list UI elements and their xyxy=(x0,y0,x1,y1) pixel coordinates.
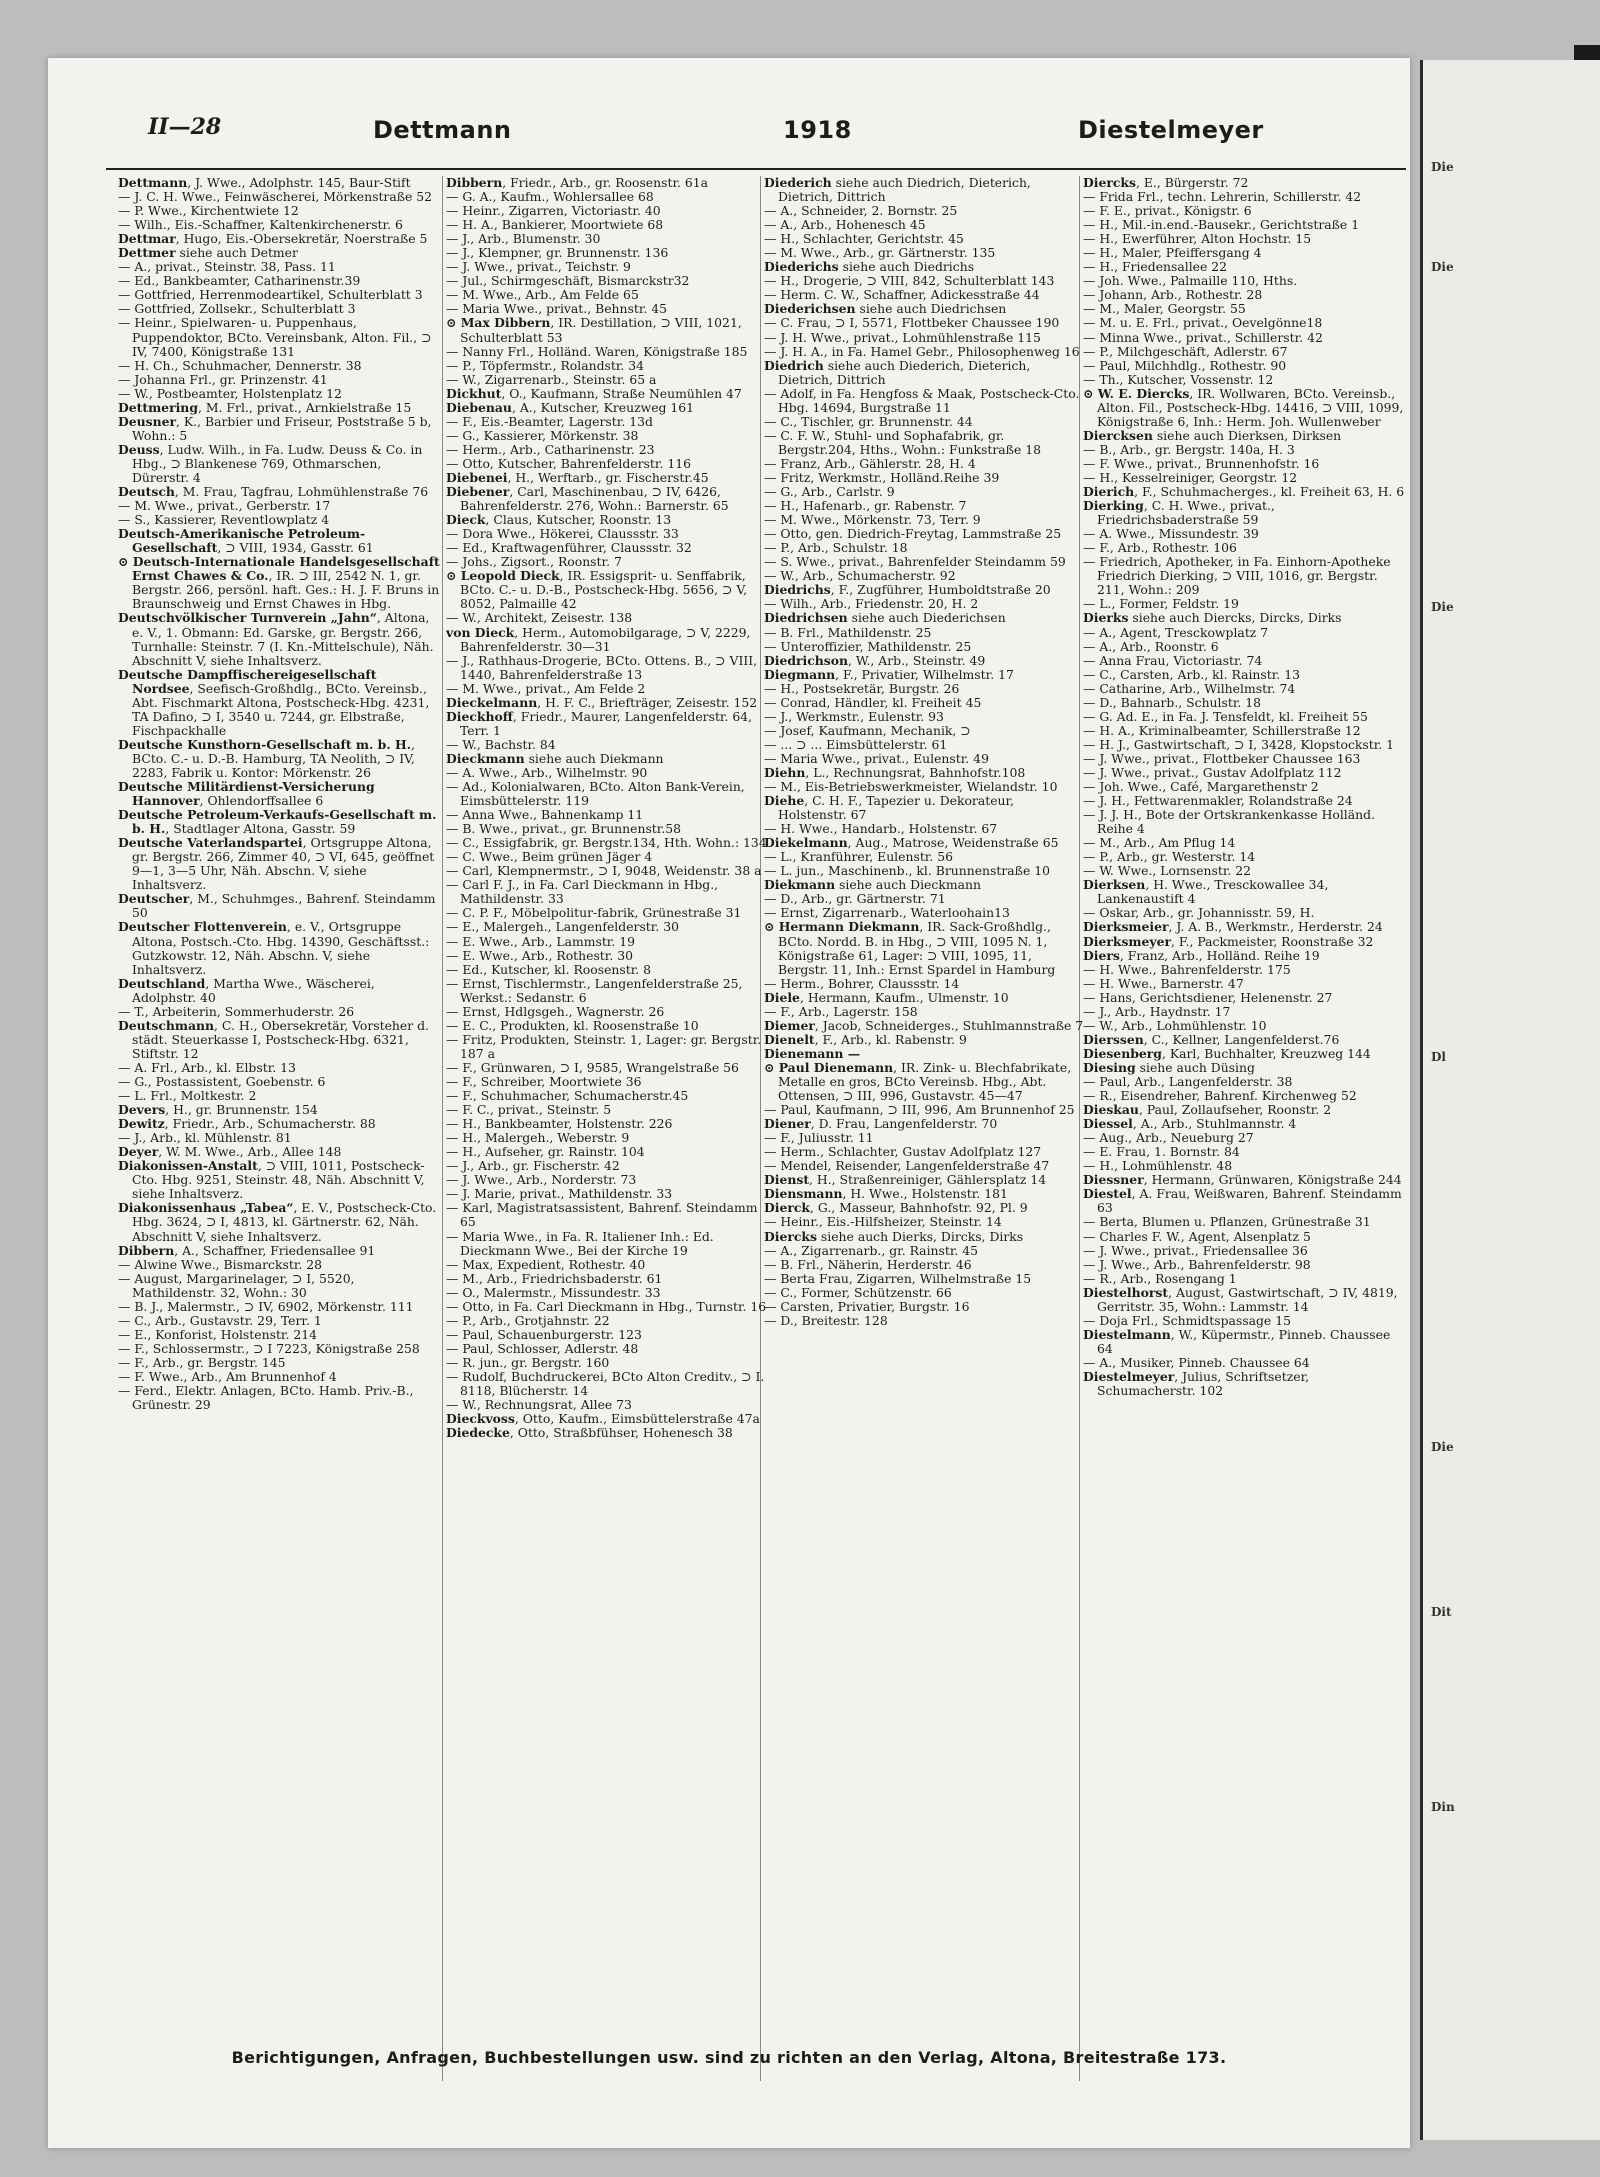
directory-entry: — Otto, Kutscher, Bahrenfelderstr. 116 xyxy=(446,455,691,471)
directory-entry: — Paul, Kaufmann, ⊃ III, 996, Am Brunnenhof 25 xyxy=(764,1102,1075,1118)
directory-entry: — Otto, in Fa. Carl Dieckmann in Hbg., Turnstr. 16 xyxy=(446,1298,767,1314)
directory-entry: — A. Wwe., Arb., Wilhelmstr. 90 xyxy=(446,764,648,780)
directory-entry: — Ferd., Elektr. Anlagen, BCto. Hamb. Priv.-B., Grünestr. 29 xyxy=(118,1383,414,1413)
directory-entry: — P., Milchgeschäft, Adlerstr. 67 xyxy=(1083,343,1288,359)
directory-entry: Diestelmann, W., Küpermstr., Pinneb. Chaussee 64 xyxy=(1083,1326,1391,1356)
directory-entry: Dierks siehe auch Diercks, Dircks, Dirks xyxy=(1083,610,1342,626)
directory-entry: Dieckmann siehe auch Diekmann xyxy=(446,750,664,766)
directory-entry: — Maria Wwe., in Fa. R. Italiener Inh.: Ed. Dieckmann Wwe., Bei der Kirche 19 xyxy=(446,1228,714,1258)
directory-entry: — H., Aufseher, gr. Rainstr. 104 xyxy=(446,1144,645,1160)
directory-entry: — G. A., Kaufm., Wohlersallee 68 xyxy=(446,189,654,205)
directory-entry: — H., Schlachter, Gerichtstr. 45 xyxy=(764,231,964,247)
directory-entry: — Herm. C. W., Schaffner, Adickesstraße 44 xyxy=(764,287,1040,303)
directory-entry: — Ernst, Hdlgsgeh., Wagnerstr. 26 xyxy=(446,1003,665,1019)
directory-entry: — F., Schlossermstr., ⊃ I 7223, Königstraße 258 xyxy=(118,1340,420,1356)
directory-entry: — Fritz, Werkmstr., Holländ.Reihe 39 xyxy=(764,469,1000,485)
directory-entry: — P. Wwe., Kirchentwiete 12 xyxy=(118,203,299,219)
page-number: II—28 xyxy=(148,114,222,140)
directory-entry: — P., Arb., gr. Westerstr. 14 xyxy=(1083,849,1256,865)
directory-entry: — F. C., privat., Steinstr. 5 xyxy=(446,1102,612,1118)
directory-entry: — H. Ch., Schuhmacher, Dennerstr. 38 xyxy=(118,357,362,373)
directory-column-2 xyxy=(446,176,768,2091)
directory-entry: — J. Wwe., Arb., Bahrenfelderstr. 98 xyxy=(1083,1256,1311,1272)
directory-entry: Deyer, W. M. Wwe., Arb., Allee 148 xyxy=(118,1144,342,1160)
directory-entry: — P., Töpfermstr., Rolandstr. 34 xyxy=(446,357,645,373)
directory-entry: — L., Kranführer, Eulenstr. 56 xyxy=(764,849,954,865)
directory-entry: — L. Frl., Moltkestr. 2 xyxy=(118,1088,257,1104)
directory-entry: — Joh. Wwe., Palmaille 110, Hths. xyxy=(1083,273,1298,289)
directory-entry: Deutscher Flottenverein, e. V., Ortsgruppe Altona, Postsch.-Cto. Hbg. 14390, Geschäftsst.: Gutzkowstr. 12, Näh. Abschn. V, siehe Inhaltsverz. xyxy=(118,919,430,977)
directory-entry: — G. Ad. E., in Fa. J. Tensfeldt, kl. Freiheit 55 xyxy=(1083,708,1368,724)
directory-entry: — Jul., Schirmgeschäft, Bismarckstr32 xyxy=(446,273,690,289)
directory-entry: — W., Rechnungsrat, Allee 73 xyxy=(446,1397,632,1413)
directory-entry: Dewitz, Friedr., Arb., Schumacherstr. 88 xyxy=(118,1116,376,1132)
headword-right: Diestelmeyer xyxy=(1078,116,1264,144)
directory-entry: — A., privat., Steinstr. 38, Pass. 11 xyxy=(118,259,336,275)
directory-entry: Diekelmann, Aug., Matrose, Weidenstraße 65 xyxy=(764,835,1059,851)
directory-entry: — W., Bachstr. 84 xyxy=(446,736,556,752)
directory-entry: Deutsch, M. Frau, Tagfrau, Lohmühlenstraße 76 xyxy=(118,484,429,500)
directory-entry: — Herm., Schlachter, Gustav Adolfplatz 127 xyxy=(764,1144,1042,1160)
directory-entry: — H., Drogerie, ⊃ VIII, 842, Schulterblatt 143 xyxy=(764,273,1055,289)
directory-entry: ⊙ Leopold Dieck, IR. Essigsprit- u. Senffabrik, BCto. C.- u. D.-B., Postscheck-Hbg. 5656, ⊃ V, 8052, Palmaille 42 xyxy=(446,568,748,612)
directory-entry: — Ed., Kutscher, kl. Roosenstr. 8 xyxy=(446,961,652,977)
directory-entry: — S., Kassierer, Reventlowplatz 4 xyxy=(118,512,330,528)
directory-entry: — M. Wwe., Arb., Am Felde 65 xyxy=(446,287,639,303)
directory-entry: Diercks, E., Bürgerstr. 72 xyxy=(1083,176,1249,190)
directory-entry: Deutsche Militärdienst-Versicherung Hannover, Ohlendorffsallee 6 xyxy=(118,779,375,809)
directory-entry: — L. jun., Maschinenb., kl. Brunnenstraße 10 xyxy=(764,863,1051,879)
directory-entry: Deutschmann, C. H., Obersekretär, Vorsteher d. städt. Steuerkasse I, Postscheck-Hbg. 6321, Stiftstr. 12 xyxy=(118,1017,429,1061)
directory-entry: Deutsche Dampffischereigesellschaft Nordsee, Seefisch-Großhdlg., BCto. Vereinsb., Abt. Fischmarkt Altona, Postscheck-Hbg. 4231, TA Dafino, ⊃ I, 3540 u. 7244, gr. Elbstraße, Fischpackhalle xyxy=(118,666,430,738)
directory-entry: Deutschland, Martha Wwe., Wäscherei, Adolphstr. 40 xyxy=(118,975,375,1005)
directory-entry: — Wilh., Eis.-Schaffner, Kaltenkirchenerstr. 6 xyxy=(118,217,403,233)
directory-entry: — Johs., Zigsort., Roonstr. 7 xyxy=(446,554,622,570)
directory-entry: Dieckhoff, Friedr., Maurer, Langenfelderstr. 64, Terr. 1 xyxy=(446,708,753,738)
directory-entry: — Paul, Milchhdlg., Rothestr. 90 xyxy=(1083,357,1287,373)
directory-entry: — A., Agent, Tresckowplatz 7 xyxy=(1083,624,1269,640)
directory-entry: — G., Postassistent, Goebenstr. 6 xyxy=(118,1074,326,1089)
directory-entry: — H., Bankbeamter, Holstenstr. 226 xyxy=(446,1116,673,1132)
directory-entry: — F., Schuhmacher, Schumacherstr.45 xyxy=(446,1088,689,1104)
directory-entry: Deusner, K., Barbier und Friseur, Poststraße 5 b, Wohn.: 5 xyxy=(118,413,432,443)
directory-entry: Diederichsen siehe auch Diedrichsen xyxy=(764,301,1007,317)
header-rule xyxy=(106,168,1406,170)
directory-entry: Dieck, Claus, Kutscher, Roonstr. 13 xyxy=(446,512,672,528)
directory-entry: — W., Arb., Lohmühlenstr. 10 xyxy=(1083,1017,1267,1033)
directory-entry: — Doja Frl., Schmidtspassage 15 xyxy=(1083,1312,1291,1328)
directory-entry: — M., Maler, Georgstr. 55 xyxy=(1083,301,1246,317)
directory-entry: Diegmann, F., Privatier, Wilhelmstr. 17 xyxy=(764,666,1014,682)
directory-entry: — B. Wwe., privat., gr. Brunnenstr.58 xyxy=(446,821,682,837)
directory-entry: — H. J., Gastwirtschaft, ⊃ I, 3428, Klopstockstr. 1 xyxy=(1083,736,1395,752)
directory-entry: — Johanna Frl., gr. Prinzenstr. 41 xyxy=(118,371,328,387)
directory-entry: — W., Arb., Schumacherstr. 92 xyxy=(764,568,956,584)
directory-entry: — Heinr., Eis.-Hilfsheizer, Steinstr. 14 xyxy=(764,1214,1002,1230)
directory-entry: Deutsche Kunsthorn-Gesellschaft m. b. H., BCto. C.- u. D.-B. Hamburg, TA Neolith, ⊃ IV, 2283, Fabrik u. Kontor: Mörkenstr. 26 xyxy=(118,736,415,780)
directory-entry: — D., Arb., gr. Gärtnerstr. 71 xyxy=(764,891,946,907)
directory-entry: — W. Wwe., Lornsenstr. 22 xyxy=(1083,863,1252,879)
directory-entry: — J. Marie, privat., Mathildenstr. 33 xyxy=(446,1186,673,1202)
directory-entry: Diekmann siehe auch Dieckmann xyxy=(764,877,981,893)
directory-entry: — A., Schneider, 2. Bornstr. 25 xyxy=(764,203,958,219)
column-divider xyxy=(442,176,443,2081)
directory-entry: — E. Wwe., Arb., Lammstr. 19 xyxy=(446,933,636,949)
directory-entry: — J. H. A., in Fa. Hamel Gebr., Philosophenweg 16 xyxy=(764,343,1080,359)
directory-entry: Diestel, A. Frau, Weißwaren, Bahrenf. Steindamm 63 xyxy=(1083,1186,1402,1216)
directory-entry: Dieskau, Paul, Zollaufseher, Roonstr. 2 xyxy=(1083,1102,1332,1118)
directory-entry: — W., Zigarrenarb., Steinstr. 65 a xyxy=(446,371,657,387)
directory-entry: — Aug., Arb., Neueburg 27 xyxy=(1083,1130,1254,1146)
directory-entry: — M. u. E. Frl., privat., Oevelgönne18 xyxy=(1083,315,1323,331)
directory-entry: — J. Wwe., privat., Teichstr. 9 xyxy=(446,259,631,275)
directory-entry: — T., Arbeiterin, Sommerhuderstr. 26 xyxy=(118,1003,355,1019)
directory-entry: — Catharine, Arb., Wilhelmstr. 74 xyxy=(1083,680,1296,696)
page-footer: Berichtigungen, Anfragen, Buchbestellungen usw. sind zu richten an den Verlag, Altona, Breitestraße 173. xyxy=(231,2048,1227,2067)
directory-entry: — J., Werkmstr., Eulenstr. 93 xyxy=(764,708,944,724)
directory-entry: — P., Arb., Schulstr. 18 xyxy=(764,540,908,556)
directory-entry: — C., Essigfabrik, gr. Bergstr.134, Hth. Wohn.: 134 xyxy=(446,835,767,851)
directory-entry: — Nanny Frl., Holländ. Waren, Königstraße 185 xyxy=(446,343,748,359)
directory-entry: — C., Tischler, gr. Brunnenstr. 44 xyxy=(764,413,973,429)
directory-entry: — Conrad, Händler, kl. Freiheit 45 xyxy=(764,694,982,710)
directory-entry: — J., Arb., gr. Fischerstr. 42 xyxy=(446,1158,620,1174)
directory-entry: — J., Klempner, gr. Brunnenstr. 136 xyxy=(446,245,669,261)
directory-entry: — F. Wwe., Arb., Am Brunnenhof 4 xyxy=(118,1368,337,1384)
directory-entry: — H. Wwe., Bahrenfelderstr. 175 xyxy=(1083,961,1291,977)
directory-entry: — Heinr., Spielwaren- u. Puppenhaus, Puppendoktor, BCto. Vereinsbank, Alton. Fil., ⊃ IV, 7400, Königstraße 131 xyxy=(118,315,432,359)
directory-entry: — C., Arb., Gustavstr. 29, Terr. 1 xyxy=(118,1312,322,1328)
directory-entry: Diener, D. Frau, Langenfelderstr. 70 xyxy=(764,1116,998,1132)
directory-entry: — E. C., Produkten, kl. Roosenstraße 10 xyxy=(446,1017,699,1033)
directory-entry: — R. jun., gr. Bergstr. 160 xyxy=(446,1354,610,1370)
directory-entry: — J., Rathhaus-Drogerie, BCto. Ottens. B., ⊃ VIII, 1440, Bahrenfelderstraße 13 xyxy=(446,652,758,682)
directory-entry: — F. E., privat., Königstr. 6 xyxy=(1083,203,1252,219)
directory-entry: — F., Grünwaren, ⊃ I, 9585, Wrangelstraße 56 xyxy=(446,1059,739,1075)
adjacent-fragment: Die xyxy=(1431,1440,1454,1454)
directory-entry: Dierking, C. H. Wwe., privat., Friedrichsbaderstraße 59 xyxy=(1083,498,1275,528)
directory-entry: — Josef, Kaufmann, Mechanik, ⊃ xyxy=(764,722,971,738)
directory-entry: — J., Arb., Blumenstr. 30 xyxy=(446,231,601,247)
directory-entry: Dierssen, C., Kellner, Langenfelderst.76 xyxy=(1083,1031,1340,1047)
directory-entry: — M. Wwe., privat., Gerberstr. 17 xyxy=(118,498,331,514)
directory-entry: — M. Wwe., Mörkenstr. 73, Terr. 9 xyxy=(764,512,981,528)
directory-entry: — F., Schreiber, Moortwiete 36 xyxy=(446,1074,642,1089)
directory-entry: Diessner, Hermann, Grünwaren, Königstraße 244 xyxy=(1083,1172,1402,1188)
directory-entry: — A., Zigarrenarb., gr. Rainstr. 45 xyxy=(764,1242,979,1258)
directory-entry: — Herm., Bohrer, Claussstr. 14 xyxy=(764,975,960,991)
directory-entry: — Dora Wwe., Hökerei, Claussstr. 33 xyxy=(446,526,679,542)
adjacent-page-strip xyxy=(1420,60,1600,2140)
directory-entry: Devers, H., gr. Brunnenstr. 154 xyxy=(118,1102,318,1118)
directory-entry: ⊙ Hermann Diekmann, IR. Sack-Großhdlg., BCto. Nordd. B. in Hbg., ⊃ VIII, 1095 N. 1, Königstraße 61, Lager: ⊃ VIII, 1095, 11, Bergstr. 11, Inh.: Ernst Spardel in Hamburg xyxy=(764,919,1056,977)
directory-entry: — C. Wwe., Beim grünen Jäger 4 xyxy=(446,849,653,865)
directory-entry: Diedrichson, W., Arb., Steinstr. 49 xyxy=(764,652,986,668)
directory-entry: — H., Postsekretär, Burgstr. 26 xyxy=(764,680,960,696)
directory-entry: — Johann, Arb., Rothestr. 28 xyxy=(1083,287,1263,303)
directory-entry: Deutsch-Amerikanische Petroleum-Gesellschaft, ⊃ VIII, 1934, Gasstr. 61 xyxy=(118,526,374,556)
directory-entry: — C. P. F., Möbelpolitur-fabrik, Grünestraße 31 xyxy=(446,905,742,921)
directory-entry: — E., Konforist, Holstenstr. 214 xyxy=(118,1326,318,1342)
directory-entry: — Otto, gen. Diedrich-Freytag, Lammstraße 25 xyxy=(764,526,1062,542)
adjacent-fragment: Die xyxy=(1431,600,1454,614)
directory-entry: — B. Frl., Mathildenstr. 25 xyxy=(764,624,932,640)
directory-entry: — Paul, Arb., Langenfelderstr. 38 xyxy=(1083,1074,1293,1089)
directory-entry: Diensmann, H. Wwe., Holstenstr. 181 xyxy=(764,1186,1008,1202)
directory-column-1 xyxy=(118,176,440,2091)
directory-entry: — Herm., Arb., Catharinenstr. 23 xyxy=(446,441,655,457)
directory-entry: — Fritz, Produkten, Steinstr. 1, Lager: gr. Bergstr. 187 a xyxy=(446,1031,762,1061)
directory-entry: ⊙ W. E. Diercks, IR. Wollwaren, BCto. Vereinsb., Alton. Fil., Postscheck-Hbg. 14416, ⊃ VIII, 1099, Königstraße 6, Inh.: Herm. Joh. Wullenweber xyxy=(1083,385,1404,429)
directory-entry: — C., Former, Schützenstr. 66 xyxy=(764,1284,952,1300)
directory-entry: — H., Kesselreiniger, Georgstr. 12 xyxy=(1083,469,1298,485)
directory-entry: — M., Eis-Betriebswerkmeister, Wielandstr. 10 xyxy=(764,779,1058,795)
directory-entry: Dieckvoss, Otto, Kaufm., Eimsbüttelerstraße 47a xyxy=(446,1411,760,1427)
directory-entry: Dierksmeier, J. A. B., Werkmstr., Herderstr. 24 xyxy=(1083,919,1383,935)
directory-entry: Diestelhorst, August, Gastwirtschaft, ⊃ IV, 4819, Gerritstr. 35, Wohn.: Lammstr. 14 xyxy=(1083,1284,1398,1314)
directory-entry: — Carsten, Privatier, Burgstr. 16 xyxy=(764,1298,970,1314)
directory-entry: Diedrich siehe auch Diederich, Dieterich, Dietrich, Dittrich xyxy=(764,357,1031,387)
directory-entry: — Maria Wwe., privat., Eulenstr. 49 xyxy=(764,750,989,766)
directory-entry: Diederich siehe auch Diedrich, Dieterich, Dietrich, Dittrich xyxy=(764,176,1031,205)
directory-entry: — H., Hafenarb., gr. Rabenstr. 7 xyxy=(764,498,967,514)
directory-entry: — Adolf, in Fa. Hengfoss & Maak, Postscheck-Cto. Hbg. 14694, Burgstraße 11 xyxy=(764,385,1080,415)
directory-entry: — Minna Wwe., privat., Schillerstr. 42 xyxy=(1083,329,1323,345)
adjacent-fragment: Dit xyxy=(1431,1605,1452,1619)
directory-entry: — ... ⊃ ... Eimsbüttelerstr. 61 xyxy=(764,736,948,752)
directory-entry: Dibbern, A., Schaffner, Friedensallee 91 xyxy=(118,1242,376,1258)
directory-entry: — M., Arb., Am Pflug 14 xyxy=(1083,835,1236,851)
directory-entry: — Carl F. J., in Fa. Carl Dieckmann in Hbg., Mathildenstr. 33 xyxy=(446,877,719,907)
directory-entry: Dienemann — xyxy=(764,1045,861,1061)
directory-entry: — A. Frl., Arb., kl. Elbstr. 13 xyxy=(118,1059,296,1075)
directory-entry: Diesing siehe auch Düsing xyxy=(1083,1059,1255,1075)
directory-entry: — M. Wwe., Arb., gr. Gärtnerstr. 135 xyxy=(764,245,996,261)
directory-entry: — Mendel, Reisender, Langenfelderstraße 47 xyxy=(764,1158,1050,1174)
directory-entry: — M., Arb., Friedrichsbaderstr. 61 xyxy=(446,1270,663,1286)
directory-entry: Diestelmeyer, Julius, Schriftsetzer, Schumacherstr. 102 xyxy=(1083,1368,1310,1399)
directory-entry: — B., Arb., gr. Bergstr. 140a, H. 3 xyxy=(1083,441,1295,457)
directory-entry: Diedecke, Otto, Straßbfühser, Hohenesch 38 xyxy=(446,1425,733,1441)
directory-entry: Diakonissenhaus „Tabea“, E. V., Postscheck-Cto. Hbg. 3624, ⊃ I, 4813, kl. Gärtnerstr. 62, Näh. Abschnitt V, siehe Inhaltsverz. xyxy=(118,1200,437,1244)
directory-entry: — J. Wwe., privat., Gustav Adolfplatz 112 xyxy=(1083,764,1342,780)
directory-entry: Dienst, H., Straßenreiniger, Gählersplatz 14 xyxy=(764,1172,1047,1188)
directory-entry: — Heinr., Zigarren, Victoriastr. 40 xyxy=(446,203,661,219)
directory-entry: — A., Musiker, Pinneb. Chaussee 64 xyxy=(1083,1354,1310,1370)
directory-entry: Dierich, F., Schuhmacherges., kl. Freiheit 63, H. 6 xyxy=(1083,484,1405,500)
adjacent-fragment: Din xyxy=(1431,1800,1455,1814)
directory-entry: ⊙ Deutsch-Internationale Handelsgesellschaft Ernst Chawes & Co., IR. ⊃ III, 2542 N. 1, gr. Bergstr. 266, persönl. haft. Ges.: H. J. F. Bruns in Braunschweig und Ernst Chawes in Hbg. xyxy=(118,554,440,612)
directory-entry: — Max, Expedient, Rothestr. 40 xyxy=(446,1256,646,1272)
directory-entry: — H., Maler, Pfeiffersgang 4 xyxy=(1083,245,1262,261)
directory-entry: — W., Architekt, Zeisestr. 138 xyxy=(446,610,633,626)
directory-entry: Deutschvölkischer Turnverein „Jahn“, Altona, e. V., 1. Obmann: Ed. Garske, gr. Bergstr. 266, Turnhalle: Steinstr. 7 (I. Kn.-Mittelschule), Näh. Abschnitt V, siehe Inhaltsverz. xyxy=(118,610,434,668)
directory-entry: — J., Arb., Haydnstr. 17 xyxy=(1083,1003,1231,1019)
directory-entry: — H. Wwe., Barnerstr. 47 xyxy=(1083,975,1244,991)
directory-page xyxy=(48,58,1410,2148)
directory-entry: — Hans, Gerichtsdiener, Helenenstr. 27 xyxy=(1083,989,1333,1005)
directory-entry: — H. A., Bankierer, Moortwiete 68 xyxy=(446,217,664,233)
directory-entry: — J. Wwe., Arb., Norderstr. 73 xyxy=(446,1172,637,1188)
directory-entry: Dierksmeyer, F., Packmeister, Roonstraße 32 xyxy=(1083,933,1374,949)
directory-entry: — H. A., Kriminalbeamter, Schillerstraße 12 xyxy=(1083,722,1361,738)
directory-entry: — Maria Wwe., privat., Behnstr. 45 xyxy=(446,301,668,317)
directory-entry: — F., Arb., Lagerstr. 158 xyxy=(764,1003,918,1019)
directory-entry: Dettmering, M. Frl., privat., Arnkielstraße 15 xyxy=(118,399,412,415)
directory-entry: — R., Arb., Rosengang 1 xyxy=(1083,1270,1237,1286)
directory-column-3 xyxy=(764,176,1086,2091)
directory-entry: — E. Wwe., Arb., Rothestr. 30 xyxy=(446,947,633,963)
directory-entry: Diemer, Jacob, Schneiderges., Stuhlmannstraße 7 xyxy=(764,1017,1084,1033)
directory-entry: Deutscher, M., Schuhmges., Bahrenf. Steindamm 50 xyxy=(118,891,436,921)
directory-entry: — O., Malermstr., Missundestr. 33 xyxy=(446,1284,661,1300)
directory-entry: — J. Wwe., privat., Flottbeker Chaussee 163 xyxy=(1083,750,1361,766)
directory-entry: — J. H. Wwe., privat., Lohmühlenstraße 115 xyxy=(764,329,1041,345)
directory-entry: — Berta, Blumen u. Pflanzen, Grünestraße 31 xyxy=(1083,1214,1371,1230)
directory-entry: — Gottfried, Zollsekr., Schulterblatt 3 xyxy=(118,301,356,317)
directory-entry: Dieckelmann, H. F. C., Briefträger, Zeisestr. 152 xyxy=(446,694,758,710)
directory-entry: Dierck, G., Masseur, Bahnhofstr. 92, Pl. 9 xyxy=(764,1200,1028,1216)
directory-entry: Diercks siehe auch Dierks, Dircks, Dirks xyxy=(764,1228,1024,1244)
directory-entry: — August, Margarinelager, ⊃ I, 5520, Mathildenstr. 32, Wohn.: 30 xyxy=(118,1270,355,1300)
directory-entry: — E. Frau, 1. Bornstr. 84 xyxy=(1083,1144,1240,1160)
directory-entry: — Ed., Bankbeamter, Catharinenstr.39 xyxy=(118,273,361,289)
page-year: 1918 xyxy=(783,116,852,144)
directory-entry: — Karl, Magistratsassistent, Bahrenf. Steindamm 65 xyxy=(446,1200,758,1230)
directory-entry: — J. J. H., Bote der Ortskrankenkasse Holländ. Reihe 4 xyxy=(1083,807,1376,837)
directory-entry: Deuss, Ludw. Wilh., in Fa. Ludw. Deuss & Co. in Hbg., ⊃ Blankenese 769, Othmarschen, Dürerstr. 4 xyxy=(118,441,423,485)
directory-entry: Dettmer siehe auch Detmer xyxy=(118,245,298,261)
directory-entry: Diesenberg, Karl, Buchhalter, Kreuzweg 144 xyxy=(1083,1045,1371,1061)
directory-entry: Diehn, L., Rechnungsrat, Bahnhofstr.108 xyxy=(764,764,1026,780)
directory-entry: Diederichs siehe auch Diedrichs xyxy=(764,259,975,275)
directory-entry: — Ernst, Tischlermstr., Langenfelderstraße 25, Werkst.: Sedanstr. 6 xyxy=(446,975,743,1005)
directory-entry: — L., Former, Feldstr. 19 xyxy=(1083,596,1239,612)
directory-entry: — Joh. Wwe., Café, Margarethenstr 2 xyxy=(1083,779,1319,795)
directory-entry: — M. Wwe., privat., Am Felde 2 xyxy=(446,680,646,696)
directory-entry: — F., Arb., Rothestr. 106 xyxy=(1083,540,1237,556)
directory-entry: Diedrichsen siehe auch Diederichsen xyxy=(764,610,1006,626)
directory-entry: — A. Wwe., Missundestr. 39 xyxy=(1083,526,1259,542)
directory-entry: — G., Arb., Carlstr. 9 xyxy=(764,484,895,500)
directory-entry: — A., Arb., Hohenesch 45 xyxy=(764,217,926,233)
directory-entry: — Th., Kutscher, Vossenstr. 12 xyxy=(1083,371,1274,387)
directory-entry: — B. Frl., Näherin, Herderstr. 46 xyxy=(764,1256,972,1272)
directory-entry: — J. Wwe., privat., Friedensallee 36 xyxy=(1083,1242,1308,1258)
directory-entry: — F., Arb., gr. Bergstr. 145 xyxy=(118,1354,286,1370)
directory-entry: Diebenei, H., Werftarb., gr. Fischerstr.45 xyxy=(446,469,709,485)
directory-entry: ⊙ Max Dibbern, IR. Destillation, ⊃ VIII, 1021, Schulterblatt 53 xyxy=(446,315,742,345)
directory-entry: — J. C. H. Wwe., Feinwäscherei, Mörkenstraße 52 xyxy=(118,189,433,205)
directory-entry: — Ad., Kolonialwaren, BCto. Alton Bank-Verein, Eimsbüttelerstr. 119 xyxy=(446,779,745,809)
directory-entry: — F., Eis.-Beamter, Lagerstr. 13d xyxy=(446,413,653,429)
directory-entry: Diessel, A., Arb., Stuhlmannstr. 4 xyxy=(1083,1116,1297,1132)
directory-entry: — W., Postbeamter, Holstenplatz 12 xyxy=(118,385,342,401)
adjacent-fragment: Dl xyxy=(1431,1050,1446,1064)
directory-entry: — Anna Frau, Victoriastr. 74 xyxy=(1083,652,1263,668)
directory-entry: — Charles F. W., Agent, Alsenplatz 5 xyxy=(1083,1228,1311,1244)
directory-entry: von Dieck, Herm., Automobilgarage, ⊃ V, 2229, Bahrenfelderstr. 30—31 xyxy=(446,624,751,654)
directory-entry: — Carl, Klempnermstr., ⊃ I, 9048, Weidenstr. 38 a xyxy=(446,863,762,879)
directory-entry: Dierksen, H. Wwe., Tresckowallee 34, Lankenaustift 4 xyxy=(1083,877,1329,907)
directory-entry: — Paul, Schlosser, Adlerstr. 48 xyxy=(446,1340,639,1356)
directory-entry: — J., Arb., kl. Mühlenstr. 81 xyxy=(118,1130,292,1146)
adjacent-fragment: Die xyxy=(1431,160,1454,174)
directory-entry: Dettmar, Hugo, Eis.-Obersekretär, Noerstraße 5 xyxy=(118,231,428,247)
adjacent-fragment: Die xyxy=(1431,260,1454,274)
directory-entry: Diercksen siehe auch Dierksen, Dirksen xyxy=(1083,427,1342,443)
headword-left: Dettmann xyxy=(373,116,512,144)
directory-entry: — Paul, Schauenburgerstr. 123 xyxy=(446,1326,642,1342)
directory-entry: Diebenau, A., Kutscher, Kreuzweg 161 xyxy=(446,399,695,415)
directory-entry: — Friedrich, Apotheker, in Fa. Einhorn-Apotheke Friedrich Dierking, ⊃ VIII, 1016, gr. Bergstr. 211, Wohn.: 209 xyxy=(1083,554,1391,598)
directory-entry: Deutsche Vaterlandspartei, Ortsgruppe Altona, gr. Bergstr. 266, Zimmer 40, ⊃ VI, 645, geöffnet 9—1, 3—5 Uhr, Näh. Abschn. V, siehe Inhaltsverz. xyxy=(118,835,435,893)
directory-entry: — Franz, Arb., Gählerstr. 28, H. 4 xyxy=(764,455,976,471)
directory-entry: Dienelt, F., Arb., kl. Rabenstr. 9 xyxy=(764,1031,967,1047)
directory-column-4 xyxy=(1083,176,1405,2091)
directory-entry: — Berta Frau, Zigarren, Wilhelmstraße 15 xyxy=(764,1270,1032,1286)
directory-entry: — Unteroffizier, Mathildenstr. 25 xyxy=(764,638,972,654)
directory-entry: — Alwine Wwe., Bismarckstr. 28 xyxy=(118,1256,323,1272)
directory-entry: Dibbern, Friedr., Arb., gr. Roosenstr. 61a xyxy=(446,176,709,190)
directory-entry: — E., Malergeh., Langenfelderstr. 30 xyxy=(446,919,679,935)
directory-entry: — Ed., Kraftwagenführer, Claussstr. 32 xyxy=(446,540,692,556)
directory-entry: — H. Wwe., Handarb., Holstenstr. 67 xyxy=(764,821,998,837)
directory-entry: Diers, Franz, Arb., Holländ. Reihe 19 xyxy=(1083,947,1320,963)
directory-entry: Diakonissen-Anstalt, ⊃ VIII, 1011, Postscheck-Cto. Hbg. 9251, Steinstr. 48, Näh. Abschnitt V, siehe Inhaltsverz. xyxy=(118,1158,425,1202)
directory-entry: Diehe, C. H. F., Tapezier u. Dekorateur, Holstenstr. 67 xyxy=(764,793,1015,823)
directory-entry: Dettmann, J. Wwe., Adolphstr. 145, Baur-Stift xyxy=(118,176,411,190)
directory-entry: — H., Lohmühlenstr. 48 xyxy=(1083,1158,1233,1174)
directory-entry: Dickhut, O., Kaufmann, Straße Neumühlen 47 xyxy=(446,385,742,401)
directory-entry: — Frida Frl., techn. Lehrerin, Schillerstr. 42 xyxy=(1083,189,1362,205)
directory-entry: — F., Juliusstr. 11 xyxy=(764,1130,874,1146)
directory-entry: — H., Friedensallee 22 xyxy=(1083,259,1228,275)
directory-entry: — Anna Wwe., Bahnenkamp 11 xyxy=(446,807,644,823)
directory-entry: — D., Bahnarb., Schulstr. 18 xyxy=(1083,694,1262,710)
directory-entry: ⊙ Paul Dienemann, IR. Zink- u. Blechfabrikate, Metalle en gros, BCto Vereinsb. Hbg., Abt. Ottensen, ⊃ III, 996, Gustavstr. 45—47 xyxy=(764,1059,1072,1104)
directory-entry: — Gottfried, Herrenmodeartikel, Schulterblatt 3 xyxy=(118,287,423,303)
directory-entry: Diele, Hermann, Kaufm., Ulmenstr. 10 xyxy=(764,989,1009,1005)
directory-entry: — G., Kassierer, Mörkenstr. 38 xyxy=(446,427,639,443)
directory-entry: — F. Wwe., privat., Brunnenhofstr. 16 xyxy=(1083,455,1320,471)
directory-entry: — B. J., Malermstr., ⊃ IV, 6902, Mörkenstr. 111 xyxy=(118,1298,414,1314)
directory-entry: — H., Malergeh., Weberstr. 9 xyxy=(446,1130,630,1146)
directory-entry: — C. F. W., Stuhl- und Sophafabrik, gr. Bergstr.204, Hths., Wohn.: Funkstraße 18 xyxy=(764,427,1041,457)
page-header xyxy=(48,58,1410,144)
directory-entry: Diedrichs, F., Zugführer, Humboldtstraße 20 xyxy=(764,582,1051,598)
directory-entry: — S. Wwe., privat., Bahrenfelder Steindamm 59 xyxy=(764,554,1066,570)
directory-entry: — A., Arb., Roonstr. 6 xyxy=(1083,638,1219,654)
directory-entry: — Oskar, Arb., gr. Johannisstr. 59, H. xyxy=(1083,905,1315,921)
directory-entry: — Ernst, Zigarrenarb., Waterloohain13 xyxy=(764,905,1010,921)
directory-entry: — Rudolf, Buchdruckerei, BCto Alton Creditv., ⊃ I. 8118, Blücherstr. 14 xyxy=(446,1368,765,1399)
directory-entry: — J. H., Fettwarenmakler, Rolandstraße 24 xyxy=(1083,793,1353,809)
directory-entry: — P., Arb., Grotjahnstr. 22 xyxy=(446,1312,610,1328)
directory-entry: Deutsche Petroleum-Verkaufs-Gesellschaft m. b. H., Stadtlager Altona, Gasstr. 59 xyxy=(118,807,437,837)
directory-entry: Diebener, Carl, Maschinenbau, ⊃ IV, 6426, Bahrenfelderstr. 276, Wohn.: Barnerstr. 65 xyxy=(446,484,729,514)
directory-entry: — H., Mil.-in.end.-Bausekr., Gerichtstraße 1 xyxy=(1083,217,1360,233)
directory-entry: — Wilh., Arb., Friedenstr. 20, H. 2 xyxy=(764,596,979,612)
directory-entry: — H., Ewerführer, Alton Hochstr. 15 xyxy=(1083,231,1312,247)
directory-entry: — C., Carsten, Arb., kl. Rainstr. 13 xyxy=(1083,666,1300,682)
directory-entry: — D., Breitestr. 128 xyxy=(764,1312,888,1328)
directory-entry: — R., Eisendreher, Bahrenf. Kirchenweg 52 xyxy=(1083,1088,1357,1104)
directory-entry: — C. Frau, ⊃ I, 5571, Flottbeker Chaussee 190 xyxy=(764,315,1060,331)
